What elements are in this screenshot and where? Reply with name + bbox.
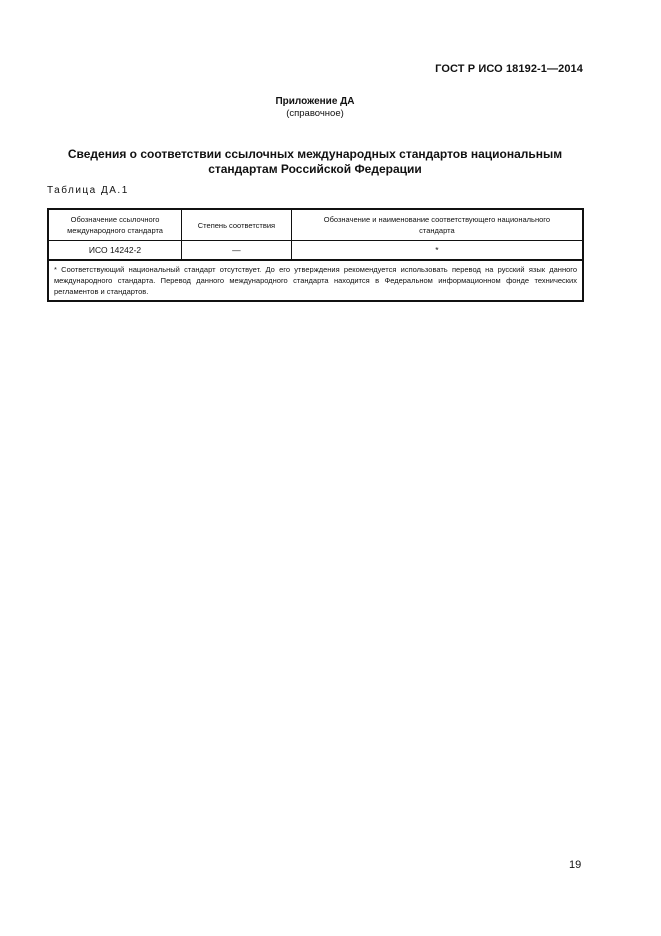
cell-national-standard: * [291,241,583,261]
section-heading-line-1: Сведения о соответствии ссылочных международных стандартов национальным [67,147,563,161]
section-heading [47,147,583,177]
header-reference-standard-line-2: международного стандарта [67,226,163,235]
table-caption: Таблица ДА.1 [47,185,129,196]
correspondence-table [47,208,584,302]
table-footnote-row [48,260,583,301]
page-number: 19 [569,859,582,871]
document-code: ГОСТ Р ИСО 18192-1—2014 [435,63,583,75]
annex-title: Приложение ДА [275,96,355,107]
header-degree-of-correspondence: Степень соответствия [182,209,292,241]
header-national-standard-line-2: стандарта [419,226,455,235]
cell-designation: ИСО 14242-2 [48,241,182,261]
table-row [48,241,583,261]
table-footnote: * Соответствующий национальный стандарт отсутствует. До его утверждения рекомендуется использовать перевод на русский язык данного международного стандарта. Перевод данного международного стандарта находится в Федеральном информационном фонде технических регламентов и стандартов. [48,260,583,301]
cell-degree: — [182,241,292,261]
section-heading-line-2: стандартам Российской Федерации [208,162,422,176]
annex-subtitle: (справочное) [286,108,344,119]
header-national-standard [291,209,583,241]
header-national-standard-line-1: Обозначение и наименование соответствующего национального [323,215,550,224]
header-reference-standard-line-1: Обозначение ссылочного [70,215,160,224]
table-header-row [48,209,583,241]
header-reference-standard [48,209,182,241]
